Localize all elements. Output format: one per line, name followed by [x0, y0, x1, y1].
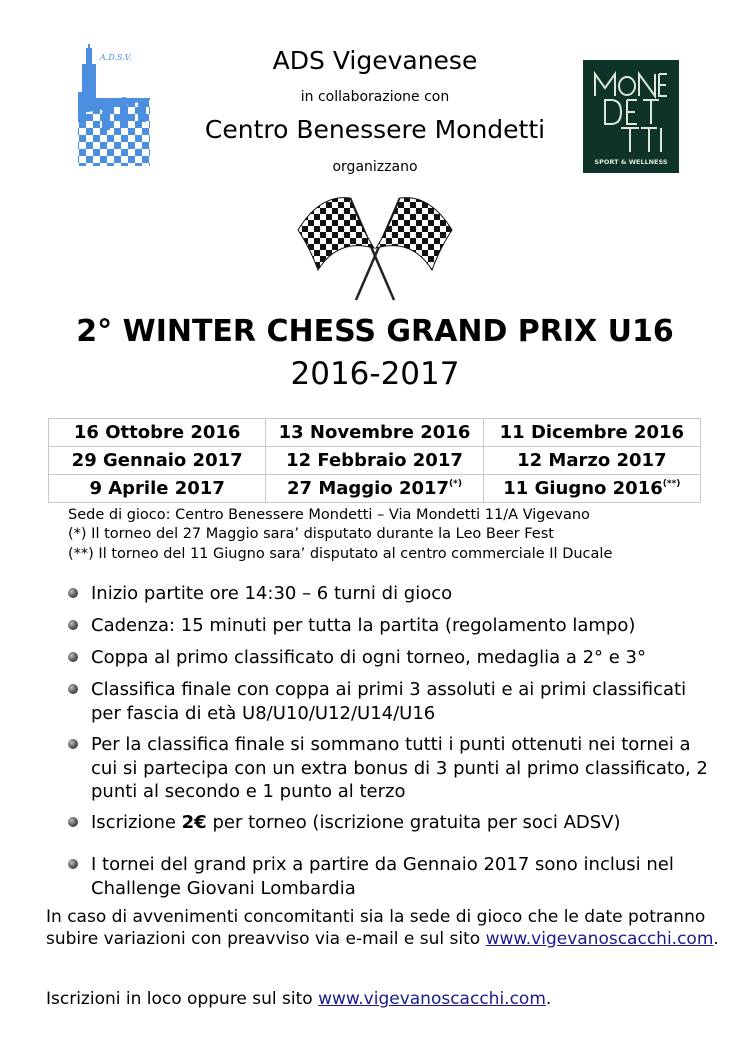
venue-notes [68, 506, 612, 564]
list-item: Inizio partite ore 14:30 – 6 turni di gioco [68, 582, 718, 606]
bullet-icon [68, 859, 78, 869]
registration-paragraph: Iscrizioni in loco oppure sul sito www.vigevanoscacchi.com. [46, 989, 552, 1009]
list-item: Iscrizione 2€ per torneo (iscrizione gratuita per soci ADSV) [68, 811, 718, 835]
notice-paragraph: In caso di avvenimenti concomitanti sia la sede di gioco che le date potranno subire variazioni con preavviso via e-mail e sul sito www.vigevanoscacchi.com. [46, 907, 719, 949]
event-title: 2° WINTER CHESS GRAND PRIX U16 [76, 314, 674, 349]
event-season: 2016-2017 [290, 356, 460, 392]
list-item: Coppa al primo classificato di ogni torneo, medaglia a 2° e 3° [68, 646, 718, 670]
footnote-mark: (*) [449, 479, 462, 489]
bullet-icon [68, 739, 78, 749]
date-cell: 29 Gennaio 2017 [49, 447, 266, 475]
svg-text:A.D.S.V.: A.D.S.V. [100, 53, 132, 62]
bullet-icon [68, 652, 78, 662]
list-item: Cadenza: 15 minuti per tutta la partita (regolamento lampo) [68, 614, 718, 638]
bullet-icon [68, 817, 78, 827]
organizer-name: ADS Vigevanese [272, 46, 478, 75]
svg-text:SPORT & WELLNESS: SPORT & WELLNESS [594, 158, 668, 166]
table-row [49, 475, 701, 503]
venue-note: Sede di gioco: Centro Benessere Mondetti – Via Mondetti 11/A Vigevano [68, 507, 590, 523]
list-item: Classifica finale con coppa ai primi 3 assoluti e ai primi classificati per fascia di età U8/U10/U12/U14/U16 [68, 678, 718, 725]
date-cell: 11 Giugno 2016(**) [483, 475, 700, 503]
collaboration-text: in collaborazione con [300, 89, 450, 105]
table-row [49, 447, 701, 475]
bullet-icon [68, 588, 78, 598]
tournament-dates-table [48, 418, 701, 503]
footnote-may: (*) Il torneo del 27 Maggio sara’ disputato durante la Leo Beer Fest [68, 526, 554, 543]
date-cell: 12 Febbraio 2017 [266, 447, 483, 475]
bullet-icon [68, 620, 78, 630]
bullet-icon [68, 684, 78, 694]
footnote-june: (**) Il torneo del 11 Giugno sara’ disputato al centro commerciale Il Ducale [68, 545, 613, 562]
checkered-flags-icon [290, 190, 460, 302]
list-item: I tornei del grand prix a partire da Gennaio 2017 sono inclusi nel Challenge Giovani Lombardia [68, 853, 718, 900]
date-cell: 11 Dicembre 2016 [483, 419, 700, 447]
date-cell: 9 Aprile 2017 [49, 475, 266, 503]
website-link[interactable]: www.vigevanoscacchi.com [318, 989, 546, 1009]
table-row [49, 419, 701, 447]
website-link[interactable]: www.vigevanoscacchi.com [485, 928, 714, 949]
date-cell: 13 Novembre 2016 [266, 419, 483, 447]
date-cell: 12 Marzo 2017 [483, 447, 700, 475]
footnote-mark: (**) [662, 479, 681, 489]
fee-amount: 2€ [181, 812, 207, 833]
organize-text: organizzano [332, 159, 418, 175]
date-cell: 27 Maggio 2017(*) [266, 475, 483, 503]
date-cell: 16 Ottobre 2016 [49, 419, 266, 447]
list-item: Per la classifica finale si sommano tutti i punti ottenuti nei tornei a cui si partecipa con un extra bonus di 3 punti al primo classificato, 2 punti al secondo e 1 punto al terzo [68, 733, 718, 804]
partner-name: Centro Benessere Mondetti [204, 115, 546, 144]
